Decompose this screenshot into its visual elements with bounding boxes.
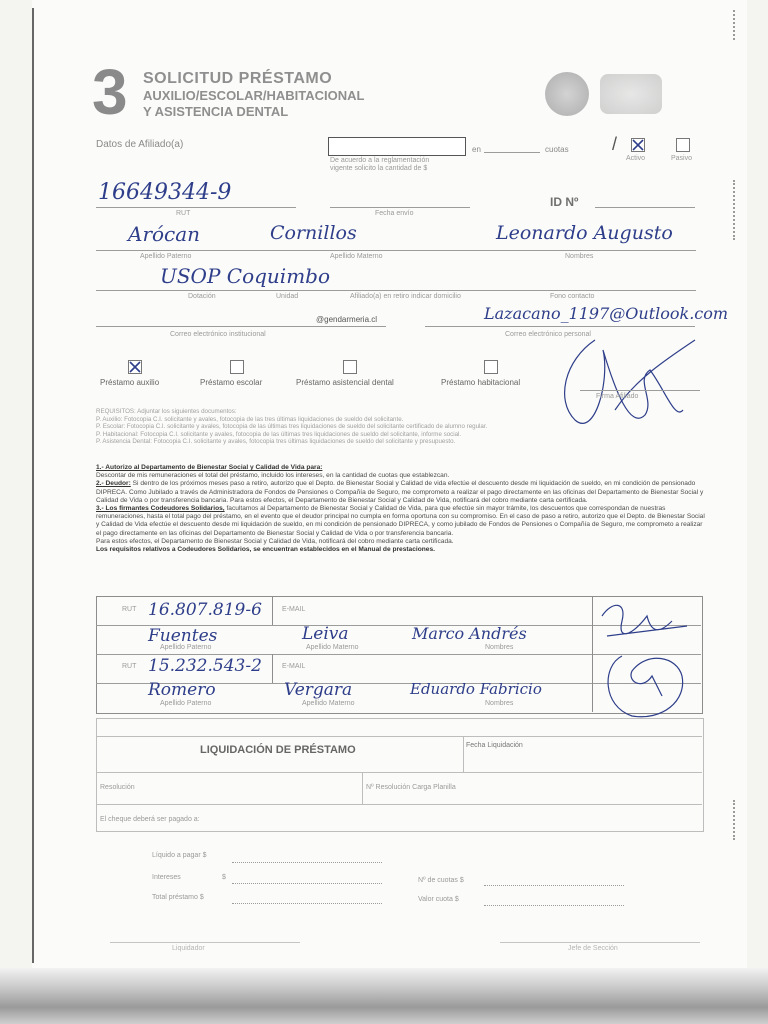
guarantor-1-rut: 16.807.819-6 <box>148 600 262 620</box>
activo-checkbox[interactable] <box>631 138 645 152</box>
guarantor-1-apellido-paterno-label: Apellido Paterno <box>160 644 212 651</box>
apellido-materno-label: Apellido Materno <box>330 253 383 260</box>
prestamo-auxilio-checkbox[interactable] <box>128 360 142 374</box>
form-subtitle-1: AUXILIO/ESCOLAR/HABITACIONAL <box>143 88 365 103</box>
fono-label: Fono contacto <box>550 293 595 300</box>
jefe-seccion-label: Jefe de Sección <box>568 945 618 952</box>
guarantor-1-apellido-materno: Leiva <box>302 624 349 644</box>
nombres-label: Nombres <box>565 253 594 260</box>
liquido-label: Líquido a pagar $ <box>152 852 207 859</box>
guarantor-1-nombres-label: Nombres <box>485 644 514 651</box>
guarantor-1-nombres: Marco Andrés <box>412 624 527 643</box>
prestamo-auxilio-label: Préstamo auxilio <box>100 378 160 387</box>
dotacion-value: USOP Coquimbo <box>160 264 330 288</box>
prestamo-dental-label: Préstamo asistencial dental <box>296 378 394 387</box>
resolucion-carga-label: Nº Resolución Carga Planilla <box>366 784 456 791</box>
activo-label: Activo <box>626 155 646 162</box>
prestamo-habitacional-label: Préstamo habitacional <box>441 378 521 387</box>
valor-cuota-label: Valor cuota $ <box>418 896 459 903</box>
correo-inst-label: Correo electrónico institucional <box>170 331 266 338</box>
punch-marks-mid <box>733 180 738 240</box>
clauses-block <box>96 464 706 554</box>
clause-3-title: 3.- Los firmantes Codeudores Solidarios, <box>96 505 225 513</box>
pasivo-label: Pasivo <box>671 155 693 162</box>
prestamo-habitacional-checkbox[interactable] <box>484 360 498 374</box>
prestamo-dental-checkbox[interactable] <box>343 360 357 374</box>
scan-shadow <box>0 968 768 1024</box>
guarantor-signatures <box>592 596 704 724</box>
clause-4-text: Los requisitos relativos a Codeudores Solidarios, se encuentran establecidos en el Manual de prestaciones. <box>96 546 435 554</box>
cheque-label: El cheque deberá ser pagado a: <box>100 816 200 823</box>
requirement-escolar: P. Escolar: Fotocopia C.I. solicitante y avales, fotocopia de las últimas tres liquidaciones de sueldo del solicitante certificado de alumno regular. <box>96 423 488 431</box>
guarantor-2-rut-label: RUT <box>122 663 137 670</box>
en-label: en <box>472 145 481 154</box>
requirements-title: REQUISITOS: Adjuntar los siguientes documentos: <box>96 408 237 415</box>
firma-afiliado-label: Firma Afiliado <box>596 393 639 400</box>
clause-2-text: Si dentro de los próximos meses paso a retiro, autorizo que el Depto. de Bienestar Social y Calidad de vida efectúe el descuento desde mi liquidación de sueldo, en mi condición de pensionado DIPRECA. Como Jubilado a través de Administradora de Fondos de Pensiones o Compañía de Seguro, me comprometo a realizar el pago directamente en las oficinas del Departamento de Bienestar Social y Calidad de Vida o por transferencia bancaria. Para estos efectos, el Departamento de Bienestar Social y Calidad de Vida, notificará del cobro mediante carta certificada. <box>96 480 704 504</box>
guarantor-2-apellido-materno-label: Apellido Materno <box>302 700 355 707</box>
punch-marks-top <box>733 10 738 40</box>
unidad-label: Unidad <box>276 293 299 300</box>
clause-3-text: facultamos al Departamento de Bienestar Social y Calidad de Vida, para que efectúe sin mayor trámite, los descuentos que correspondan de nuestras remuneraciones, hasta el total pago del préstamo, en el evento que el deudor principal no cumpla en forma oportuna con su compromiso. En el caso de paso a retiro, autorizo que el Depto. de Bienestar Social y Calidad de Vida efectúe el descuento desde mi liquidación de sueldo, en mi condición de pensionado DIPRECA, y como jubilado de Fondos de Pensiones o Compañía de Seguro, me comprometo a realizar el pago directamente en las oficinas del Departamento de Bienestar Social y Calidad de Vida o por transferencia bancaria. <box>96 505 705 537</box>
nombres-value: Leonardo Augusto <box>496 222 673 244</box>
clause-2-title: 2.- Deudor: <box>96 480 131 488</box>
clause-3-text-2: Para estos efectos, el Departamento de Bienestar Social y Calidad de Vida, notificará del cobro mediante carta certificada. <box>96 537 454 545</box>
email-domain: @gendarmeria.cl <box>316 315 378 324</box>
guarantor-2-apellido-paterno: Romero <box>148 680 216 700</box>
correo-personal-label: Correo electrónico personal <box>505 331 591 338</box>
intereses-currency: $ <box>222 874 226 881</box>
apellido-materno-value: Cornillos <box>270 222 357 244</box>
amount-note-1: De acuerdo a la reglamentación <box>330 157 430 164</box>
guarantor-2-nombres-label: Nombres <box>485 700 514 707</box>
apellido-paterno-value: Arócan <box>128 222 201 246</box>
bienestar-logo-icon <box>600 74 662 114</box>
paper-edge <box>32 8 34 963</box>
prestamo-escolar-checkbox[interactable] <box>230 360 244 374</box>
intereses-label: Intereses <box>152 874 181 881</box>
guarantor-2-apellido-paterno-label: Apellido Paterno <box>160 700 212 707</box>
guarantor-1-apellido-materno-label: Apellido Materno <box>306 644 359 651</box>
resolucion-label: Resolución <box>100 784 135 791</box>
requirements-block <box>96 408 686 446</box>
email-personal-value: Lazacano_1197@Outlook.com <box>484 304 729 323</box>
clause-1-title: 1.- Autorizo al Departamento de Bienestar Social y Calidad de Vida para: <box>96 464 323 471</box>
id-label: ID Nº <box>550 195 579 209</box>
apellido-paterno-label: Apellido Paterno <box>140 253 192 260</box>
punch-marks-bottom <box>733 800 738 840</box>
rut-value: 16649344-9 <box>98 180 232 205</box>
guarantor-1-email-label: E-MAIL <box>282 606 306 613</box>
form-title: SOLICITUD PRÉSTAMO <box>143 70 333 87</box>
rut-label: RUT <box>176 210 191 217</box>
requirement-dental: P. Asistencia Dental: Fotocopia C.I. solicitante y avales, fotocopia tres últimas liquidaciones de sueldo del solicitante y presupuesto. <box>96 438 456 446</box>
fecha-liquidacion-label: Fecha Liquidación <box>466 742 523 749</box>
guarantor-2-email-label: E-MAIL <box>282 663 306 670</box>
form-subtitle-2: Y ASISTENCIA DENTAL <box>143 104 289 119</box>
requirement-auxilio: P. Auxilio: Fotocopia C.I. solicitante y avales, fotocopia de las tres últimas liquidaciones de sueldo del solicitante. <box>96 415 404 423</box>
afiliado-retiro-label: Afiliado(a) en retiro indicar domicilio <box>350 293 461 300</box>
guarantor-1-apellido-paterno: Fuentes <box>148 626 218 646</box>
prestamo-escolar-label: Préstamo escolar <box>200 378 263 387</box>
guarantor-2-apellido-materno: Vergara <box>284 680 353 700</box>
clause-1-text: Descontar de mis remuneraciones el total del préstamo, incluido los intereses, en la cantidad de cuotas que establezcan. <box>96 472 450 480</box>
form-number: 3 <box>92 56 128 128</box>
institution-seal-icon <box>545 72 589 116</box>
guarantor-1-rut-label: RUT <box>122 606 137 613</box>
liquidador-label: Liquidador <box>172 945 205 952</box>
num-cuotas-label: Nº de cuotas $ <box>418 877 464 884</box>
liquidation-title: LIQUIDACIÓN DE PRÉSTAMO <box>200 744 356 756</box>
fecha-envio-label: Fecha envío <box>375 210 414 217</box>
requirement-habitacional: P. Habitacional: Fotocopia C.I. solicitante y avales, fotocopia de las últimas tres liquidaciones de sueldo del solicitante, informe social. <box>96 430 462 438</box>
amount-note-2: vigente solicito la cantidad de $ <box>330 165 428 172</box>
guarantor-2-rut: 15.232.543-2 <box>148 656 262 676</box>
slash-divider: / <box>612 134 618 154</box>
total-prestamo-label: Total préstamo $ <box>152 894 204 901</box>
dotacion-label: Dotación <box>188 293 216 300</box>
guarantor-2-nombres: Eduardo Fabricio <box>410 680 542 698</box>
cuotas-label: cuotas <box>545 145 569 154</box>
pasivo-checkbox[interactable] <box>676 138 690 152</box>
amount-field[interactable] <box>328 137 466 156</box>
affiliate-section-label: Datos de Afiliado(a) <box>96 139 184 150</box>
